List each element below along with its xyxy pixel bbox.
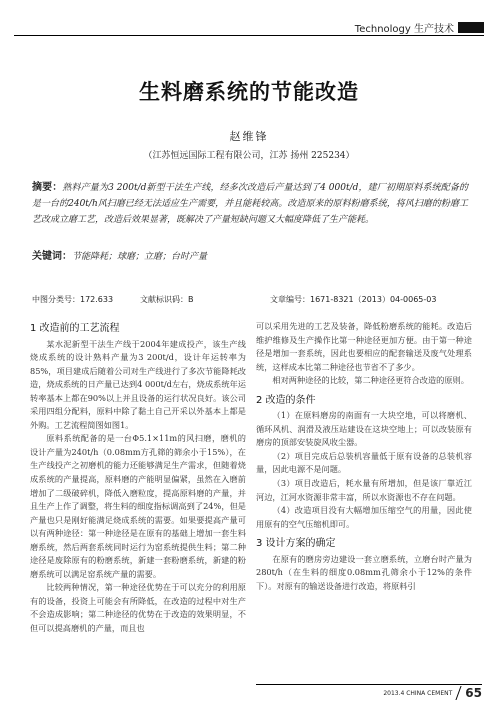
- article-title: 生料磨系统的节能改造: [139, 80, 359, 104]
- paragraph: （1）在原料磨房的南面有一大块空地，可以将磨机、循环风机、润滑及液压站建设在这块空地上；可以改装原有磨房的顶部安装旋风收尘器。: [256, 410, 472, 448]
- footer-divider: [456, 686, 462, 700]
- paragraph: （2）项目完成后总装机容量低于原有设备的总装机容量，因此电源不是问题。: [256, 450, 472, 475]
- author: 赵维锋: [229, 130, 269, 143]
- affiliation: （江苏恒远国际工程有限公司，江苏 扬州 225234）: [143, 151, 355, 161]
- clc-number: 中图分类号：172.633: [32, 295, 114, 304]
- page-footer: [383, 686, 482, 700]
- journal-issue: 2013.4 CHINA CEMENT: [383, 689, 453, 697]
- section-label: Technology 生产技术: [354, 24, 454, 35]
- paragraph: 可以采用先进的工艺及装备，降低粉磨系统的能耗。改造后维护维修及生产操作比第一种途径更加方便。由于第一种途径是增加一套系统，因此也要相应的配套输送及废气处理系统，这样成本比第二种途径也节省不了多少。: [256, 321, 472, 372]
- paragraph: （4）改造项目没有大幅增加压缩空气的用量，因此使用原有的空气压缩机即可。: [256, 505, 472, 529]
- keywords-label: 关键词：: [32, 251, 72, 262]
- header-rule: [14, 35, 484, 36]
- doc-code: 文献标识码：B: [140, 295, 194, 304]
- keywords: [32, 247, 468, 262]
- paragraph: 在原有的磨房旁边建设一套立磨系统，立磨台时产量为280t/h（在生料的细度0.08mm孔筛余小于12%的条件下）。对原有的输送设备进行改造，将原料引: [256, 553, 472, 591]
- paragraph: 某水泥新型干法生产线于2004年建成投产，该生产线烧成系统的设计熟料产量为3 200t/d，设计年运转率为85%，项目建成后随着公司对生产线进行了多次节能降耗改造，烧成系统的日产量已达到4 000t/d左右，烧成系统年运转率基本上都在90%以上并且设备的运行状况良好。该公司采用四组分配料，原料中除了黏土自己开采以外基本上都是外购。工艺流程简图如图1。: [30, 338, 246, 430]
- section-heading-2: 2 改造的条件: [256, 394, 316, 406]
- abstract-label: 摘要：: [32, 182, 63, 193]
- header-bar: [458, 22, 484, 33]
- abstract: [32, 180, 468, 228]
- page-number: 65: [465, 686, 482, 700]
- abstract-text: 熟料产量为3 200t/d新型干法生产线，经多次改造后产量达到了4 000t/d，建厂初期原料系统配备的是一台的240t/h风扫磨已经无法适应生产需要，并且能耗较高。改造原来的原料粉磨系统，将风扫磨的粉磨工艺改成立磨工艺，改造后效果显著，既解决了产量短缺问题又大幅度降低了生产能耗。: [32, 183, 468, 225]
- section-heading-1: 1 改造前的工艺流程: [30, 323, 120, 334]
- section-heading-3: 3 设计方案的确定: [256, 538, 336, 550]
- keywords-text: 节能降耗；球磨；立磨；台时产量: [72, 252, 208, 262]
- left-column: [30, 320, 246, 636]
- right-column: [256, 320, 472, 593]
- paragraph: 相对两种途径的比较，第二种途径更符合改造的原则。: [272, 375, 469, 386]
- article-number: 文章编号：1671-8321（2013）04-0065-03: [270, 295, 437, 304]
- footer-rule: [256, 684, 482, 685]
- paragraph: （3）项目改造后，耗水量有所增加，但是该厂靠近江河边，江河水资源非常丰富，所以水资源也不存在问题。: [256, 478, 472, 502]
- paragraph: 原料系统配备的是一台Φ5.1×11m的风扫磨，磨机的设计产量为240t/h（0.08mm方孔筛的筛余小于15%），在生产线投产之初磨机的能力还能够满足生产需求，但随着烧成系统的产量提高，原料磨的产能明显偏紧，虽然在入磨前增加了二级破碎机，降低入磨粒度，提高原料磨的产量，并且生产上作了调整，将生料的细度指标调高到了24%，但是产量也只是刚好能满足烧成系统的需要。如果要提高产量可以有两种途径：第一种途径是在原有的基础上增加一套生料磨系统，然后两套系统同时运行为窑系统提供生料；第二种途径是废除原有的粉磨系统，新建一套粉磨系统，新建的粉磨系统可以满足窑系统产量的需要。: [30, 433, 246, 579]
- paragraph: 比较两种情况，第一种途径优势在于可以充分的利用原有的设备，投资上可能会有所降低，在改造的过程中对生产不会造成影响；第二种途径的优势在于改造的效果明显，不但可以提高磨机的产量，而且也: [30, 582, 246, 634]
- section-header: [355, 20, 484, 35]
